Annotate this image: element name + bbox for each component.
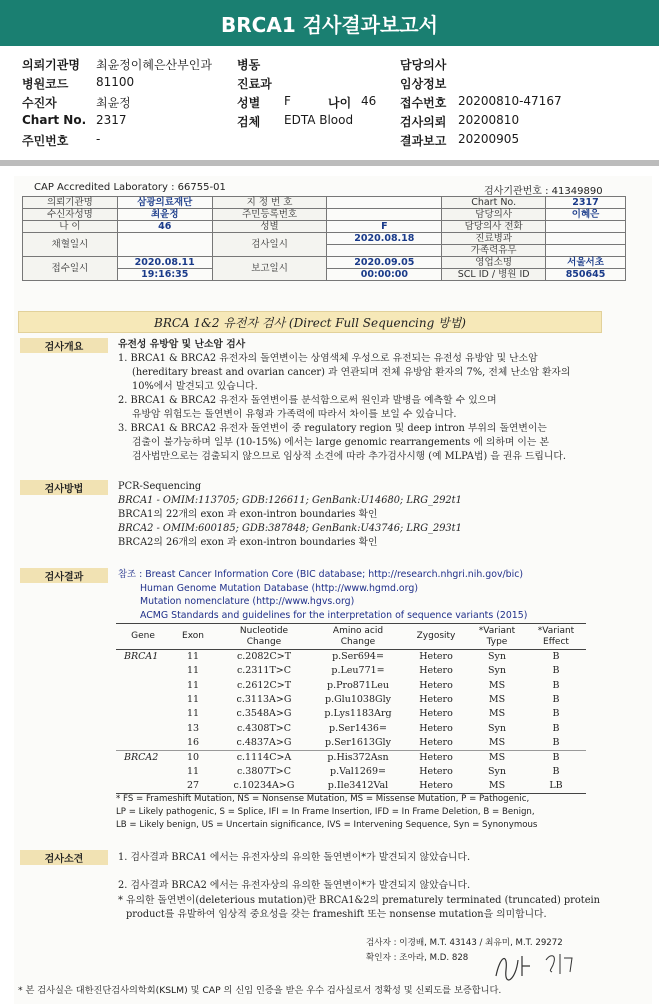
overview-line: 검사법만으로는 검출되지 않으므로 임상적 소견에 따라 추가검사시행 (예 MLPA법) 을 권유 드립니다.	[132, 451, 566, 462]
header-key: 수진자	[22, 96, 57, 110]
reference-list	[118, 568, 527, 622]
variant-cell: p.Leu771=	[331, 665, 385, 677]
overview-line: 3. BRCA1 & BRCA2 유전자 돌연변이 중 regulatory region 및 deep intron 부위의 돌연변이는	[118, 423, 547, 434]
variant-col-header: Gene	[116, 624, 170, 650]
signer-line: 확인자 : 조아라, M.D. 828	[366, 953, 469, 963]
header-value: 최윤정이혜은산부인과	[96, 58, 212, 72]
variant-cell: p.Ser1613Gly	[325, 736, 391, 748]
variant-cell: 11	[186, 693, 200, 705]
reference-line: Human Genome Mutation Database (http://www.hgmd.org)	[140, 582, 418, 594]
header-key: 병원코드	[22, 77, 69, 91]
header-key: 결과보고	[400, 134, 447, 148]
header-key: 나이	[328, 96, 352, 110]
header-value: 20200810	[458, 113, 520, 127]
variant-cell: c.3548A>G	[236, 708, 292, 720]
section-label: 검사소견	[20, 850, 108, 865]
info-value: 19:16:35	[117, 269, 212, 281]
variant-table-body	[116, 650, 586, 794]
variant-cell: 11	[186, 766, 200, 778]
info-value	[327, 245, 442, 257]
info-label: Chart No.	[442, 197, 546, 209]
variant-row	[116, 693, 586, 707]
info-label: 지 정 번 호	[212, 197, 327, 209]
info-value: 최윤정	[117, 209, 212, 221]
variant-col-header: Zygosity	[404, 624, 468, 650]
header-key: 성별	[237, 96, 261, 110]
variant-cell: MS	[488, 679, 506, 691]
variant-row	[116, 664, 586, 678]
info-value: 2020.08.18	[327, 233, 442, 245]
header-row	[22, 56, 642, 74]
variant-cell: B	[552, 708, 560, 720]
overview-line: (hereditary breast and ovarian cancer) 과 연관되며 전체 유방암 환자의 7%, 전체 난소암 환자의	[132, 367, 571, 378]
variant-col-header: *Variant Type	[468, 624, 526, 650]
variant-cell: Hetero	[419, 766, 453, 778]
info-label: 담당의사 전화	[442, 221, 546, 233]
header-key: Chart No.	[22, 113, 87, 127]
variant-cell: c.2311T>C	[236, 665, 292, 677]
patient-header	[22, 52, 642, 152]
scanned-report	[14, 176, 652, 1004]
variant-cell: p.Lys1183Arg	[324, 708, 392, 720]
info-value: 2020.09.05	[327, 257, 442, 269]
variant-row	[116, 779, 586, 794]
variant-cell: p.Ser1436=	[329, 722, 387, 734]
info-label: 의뢰기관명	[23, 197, 118, 209]
header-key: 병동	[237, 58, 261, 72]
info-value: 2317	[546, 197, 626, 209]
variant-cell	[116, 678, 170, 692]
variant-cell	[116, 779, 170, 794]
variant-cell: Syn	[488, 722, 506, 734]
info-value	[546, 221, 626, 233]
variant-cell: Hetero	[419, 693, 453, 705]
header-key: 접수번호	[400, 96, 447, 110]
variant-cell: MS	[468, 779, 526, 794]
header-key: 진료과	[237, 77, 272, 91]
section-label: 검사개요	[20, 338, 108, 353]
finding-line: 2. 검사결과 BRCA2 에서는 유전자상의 유의한 돌연변이*가 발견되지 않았습니다.	[118, 880, 471, 891]
variant-cell: c.4837A>G	[236, 736, 292, 748]
info-value	[327, 209, 442, 221]
variant-cell: 27	[170, 779, 216, 794]
test-banner: BRCA 1&2 유전자 검사 (Direct Full Sequencing 방법)	[18, 311, 602, 333]
header-row	[22, 113, 642, 131]
header-row	[22, 75, 642, 93]
header-row	[22, 94, 642, 112]
report-title: BRCA1 검사결과보고서	[0, 0, 659, 46]
variant-cell: 11	[186, 651, 200, 662]
variant-cell: MS	[468, 750, 526, 765]
variant-row	[116, 722, 586, 736]
variant-row	[116, 765, 586, 779]
variant-cell: p.Ser694=	[332, 651, 384, 662]
variant-cell: p.Glu1038Gly	[324, 693, 392, 705]
variant-cell: Hetero	[419, 708, 453, 720]
variant-cell	[116, 736, 170, 751]
variant-cell: 13	[186, 722, 200, 734]
info-label: 담당의사	[442, 209, 546, 221]
variant-cell: LB	[526, 779, 586, 794]
header-key: 임상정보	[400, 77, 447, 91]
header-key: 담당의사	[400, 58, 447, 72]
header-value: 20200810-47167	[458, 94, 562, 108]
variant-cell: 10	[170, 750, 216, 765]
info-value: 서울서초	[546, 257, 626, 269]
variant-cell: Hetero	[419, 665, 453, 677]
variant-cell: Syn	[488, 665, 506, 677]
info-value: 삼광의료재단	[117, 197, 212, 209]
variant-cell: Hetero	[419, 736, 453, 748]
variant-row	[116, 750, 586, 765]
variant-cell: B	[552, 693, 560, 705]
variant-cell: c.3113A>G	[236, 693, 292, 705]
variant-cell: B	[526, 750, 586, 765]
info-label: 영업소명	[442, 257, 546, 269]
variant-cell: Syn	[488, 651, 506, 662]
header-key: 의뢰기관명	[22, 58, 80, 72]
info-value: 850645	[546, 269, 626, 281]
info-label: 가족력유무	[442, 245, 546, 257]
reference-line: 참조 : Breast Cancer Information Core (BIC database; http://research.nhgri.nih.gov/bic)	[118, 569, 524, 580]
overview-line: 유방암 위험도는 돌연변이 유형과 가족력에 따라서 차이를 보일 수 있습니다.	[132, 409, 457, 420]
method-line: BRCA1 - OMIM:113705; GDB:126611; GenBank:U14680; LRG_292t1	[118, 495, 462, 506]
variant-table-header	[116, 624, 586, 650]
variant-col-header: *Variant Effect	[526, 624, 586, 650]
certification-note: * 본 검사실은 대한진단검사의학회(KSLM) 및 CAP 의 신임 인증을 받은 우수 검사실로서 정확성 및 신뢰도를 보증합니다.	[18, 985, 502, 996]
method-line: PCR-Sequencing	[118, 481, 202, 492]
variant-cell: BRCA1	[124, 651, 159, 662]
variant-row	[116, 678, 586, 692]
info-value: 이혜은	[546, 209, 626, 221]
variant-cell: c.2612C>T	[236, 679, 292, 691]
variant-cell: c.1114C>A	[216, 750, 312, 765]
variant-cell: MS	[488, 736, 506, 748]
info-label: 보고일시	[212, 257, 327, 281]
variant-cell: B	[552, 665, 560, 677]
variant-cell: B	[552, 766, 560, 778]
method-line: BRCA2의 26개의 exon 과 exon-intron boundaries 확인	[118, 537, 378, 548]
method-line: BRCA1의 22개의 exon 과 exon-intron boundaries 확인	[118, 509, 378, 520]
variant-row	[116, 707, 586, 721]
variant-cell	[116, 765, 170, 779]
overview-line: 1. BRCA1 & BRCA2 유전자의 돌연변이는 상염색체 우성으로 유전되는 유전성 유방암 및 난소암	[118, 353, 538, 364]
lab-registration-number: 검사기관번호 : 41349890	[484, 186, 603, 197]
header-value: EDTA Blood	[284, 113, 354, 127]
variant-table	[116, 623, 586, 794]
variant-cell: B	[552, 722, 560, 734]
header-value: 81100	[96, 75, 135, 89]
cap-lab-number: CAP Accredited Laboratory : 66755-01	[34, 182, 226, 193]
header-key: 주민번호	[22, 134, 69, 148]
info-value	[117, 233, 212, 257]
info-value: 46	[117, 221, 212, 233]
variant-cell: 11	[186, 665, 200, 677]
variant-col-header: Amino acid Change	[312, 624, 404, 650]
method-line: BRCA2 - OMIM:600185; GDB:387848; GenBank:U43746; LRG_293t1	[118, 523, 462, 534]
overview-title: 유전성 유방암 및 난소암 검사	[118, 339, 246, 350]
variant-cell: MS	[488, 708, 506, 720]
header-value: 46	[361, 94, 377, 108]
variant-cell: 11	[186, 679, 200, 691]
footnotes	[116, 793, 537, 832]
overview-line: 10%에서 발견되고 있습니다.	[132, 381, 258, 392]
section-label: 검사방법	[20, 480, 108, 495]
overview-line: 검출이 불가능하며 일부 (10-15%) 에서는 large genomic rearrangements 에 의하며 이는 본	[132, 437, 549, 448]
variant-cell	[116, 722, 170, 736]
variant-cell: MS	[488, 693, 506, 705]
info-table	[22, 196, 626, 281]
variant-cell: p.Pro871Leu	[327, 679, 389, 691]
variant-cell: B	[552, 736, 560, 748]
header-value: 최윤정	[96, 96, 131, 110]
signer-line: 검사자 : 이경배, M.T. 43143 / 최유미, M.T. 29272	[366, 938, 563, 948]
info-label: 나 이	[23, 221, 118, 233]
info-value: 2020.08.11	[117, 257, 212, 269]
variant-col-header: Exon	[170, 624, 216, 650]
variant-cell	[116, 664, 170, 678]
info-label: 채혈일시	[23, 233, 118, 257]
header-key: 검사의뢰	[400, 115, 447, 129]
variant-cell: Hetero	[419, 722, 453, 734]
finding-line: * 유의한 돌연변이(deleterious mutation)란 BRCA1&2의 prematurely terminated (truncated) protein	[118, 895, 600, 906]
variant-cell	[116, 693, 170, 707]
info-label: 검사일시	[212, 233, 327, 257]
variant-cell: c.4308T>C	[236, 722, 292, 734]
variant-cell	[116, 707, 170, 721]
info-value	[546, 233, 626, 245]
info-label: 성별	[212, 221, 327, 233]
variant-cell: c.2082C>T	[236, 651, 292, 662]
variant-cell: Syn	[488, 766, 506, 778]
variant-cell: B	[552, 679, 560, 691]
variant-cell: c.10234A>G	[216, 779, 312, 794]
variant-cell: Hetero	[419, 679, 453, 691]
variant-row	[116, 736, 586, 751]
variant-cell: c.3807T>C	[236, 766, 292, 778]
finding-line: 1. 검사결과 BRCA1 에서는 유전자상의 유의한 돌연변이*가 발견되지 않았습니다.	[118, 852, 471, 863]
variant-cell: 16	[186, 736, 200, 748]
footnote-line: * FS = Frameshift Mutation, NS = Nonsense Mutation, MS = Missense Mutation, P = Pathogenic,	[116, 794, 530, 804]
overview-line: 2. BRCA1 & BRCA2 유전자 돌연변이를 분석함으로써 원인과 발병을 예측할 수 있으며	[118, 395, 497, 406]
variant-cell: p.Ile3412Val	[312, 779, 404, 794]
header-value: 20200905	[458, 132, 520, 146]
variant-row	[116, 650, 586, 665]
header-value: 2317	[96, 113, 127, 127]
variant-cell: p.Val1269=	[330, 766, 386, 778]
header-key: 검체	[237, 115, 261, 129]
variant-cell: Hetero	[404, 779, 468, 794]
variant-cell: Hetero	[404, 750, 468, 765]
variant-cell: Hetero	[419, 651, 453, 662]
variant-cell: BRCA2	[116, 750, 170, 765]
info-label: 수신자성명	[23, 209, 118, 221]
reference-line: Mutation nomenclature (http://www.hgvs.org)	[140, 596, 355, 607]
variant-cell: 11	[186, 708, 200, 720]
section-label: 검사결과	[20, 568, 108, 583]
info-label: 접수일시	[23, 257, 118, 281]
variant-col-header: Nucleotide Change	[216, 624, 312, 650]
info-value: 00:00:00	[327, 269, 442, 281]
info-label: 주민등록번호	[212, 209, 327, 221]
info-value	[327, 197, 442, 209]
header-value: F	[284, 94, 291, 108]
reference-line: ACMG Standards and guidelines for the interpretation of sequence variants (2015)	[140, 609, 528, 621]
variant-cell: p.His372Asn	[312, 750, 404, 765]
divider	[0, 160, 659, 166]
header-value: -	[96, 132, 101, 146]
variant-cell: B	[552, 651, 560, 662]
handwritten-signature	[492, 946, 582, 982]
footnote-line: LP = Likely pathogenic, S = Splice, IFI = In Frame Insertion, IFD = In Frame Deletion, B = Benign,	[116, 807, 535, 817]
info-value	[546, 245, 626, 257]
finding-line: product를 유발하여 임상적 중요성을 갖는 frameshift 또는 nonsense mutation을 의미합니다.	[126, 909, 547, 920]
info-label: SCL ID / 병원 ID	[442, 269, 546, 281]
header-row	[22, 132, 642, 150]
info-value: F	[327, 221, 442, 233]
footnote-line: LB = Likely benign, US = Uncertain significance, IVS = Intervening Sequence, Syn = Synonymous	[116, 820, 538, 830]
info-label: 진료병과	[442, 233, 546, 245]
